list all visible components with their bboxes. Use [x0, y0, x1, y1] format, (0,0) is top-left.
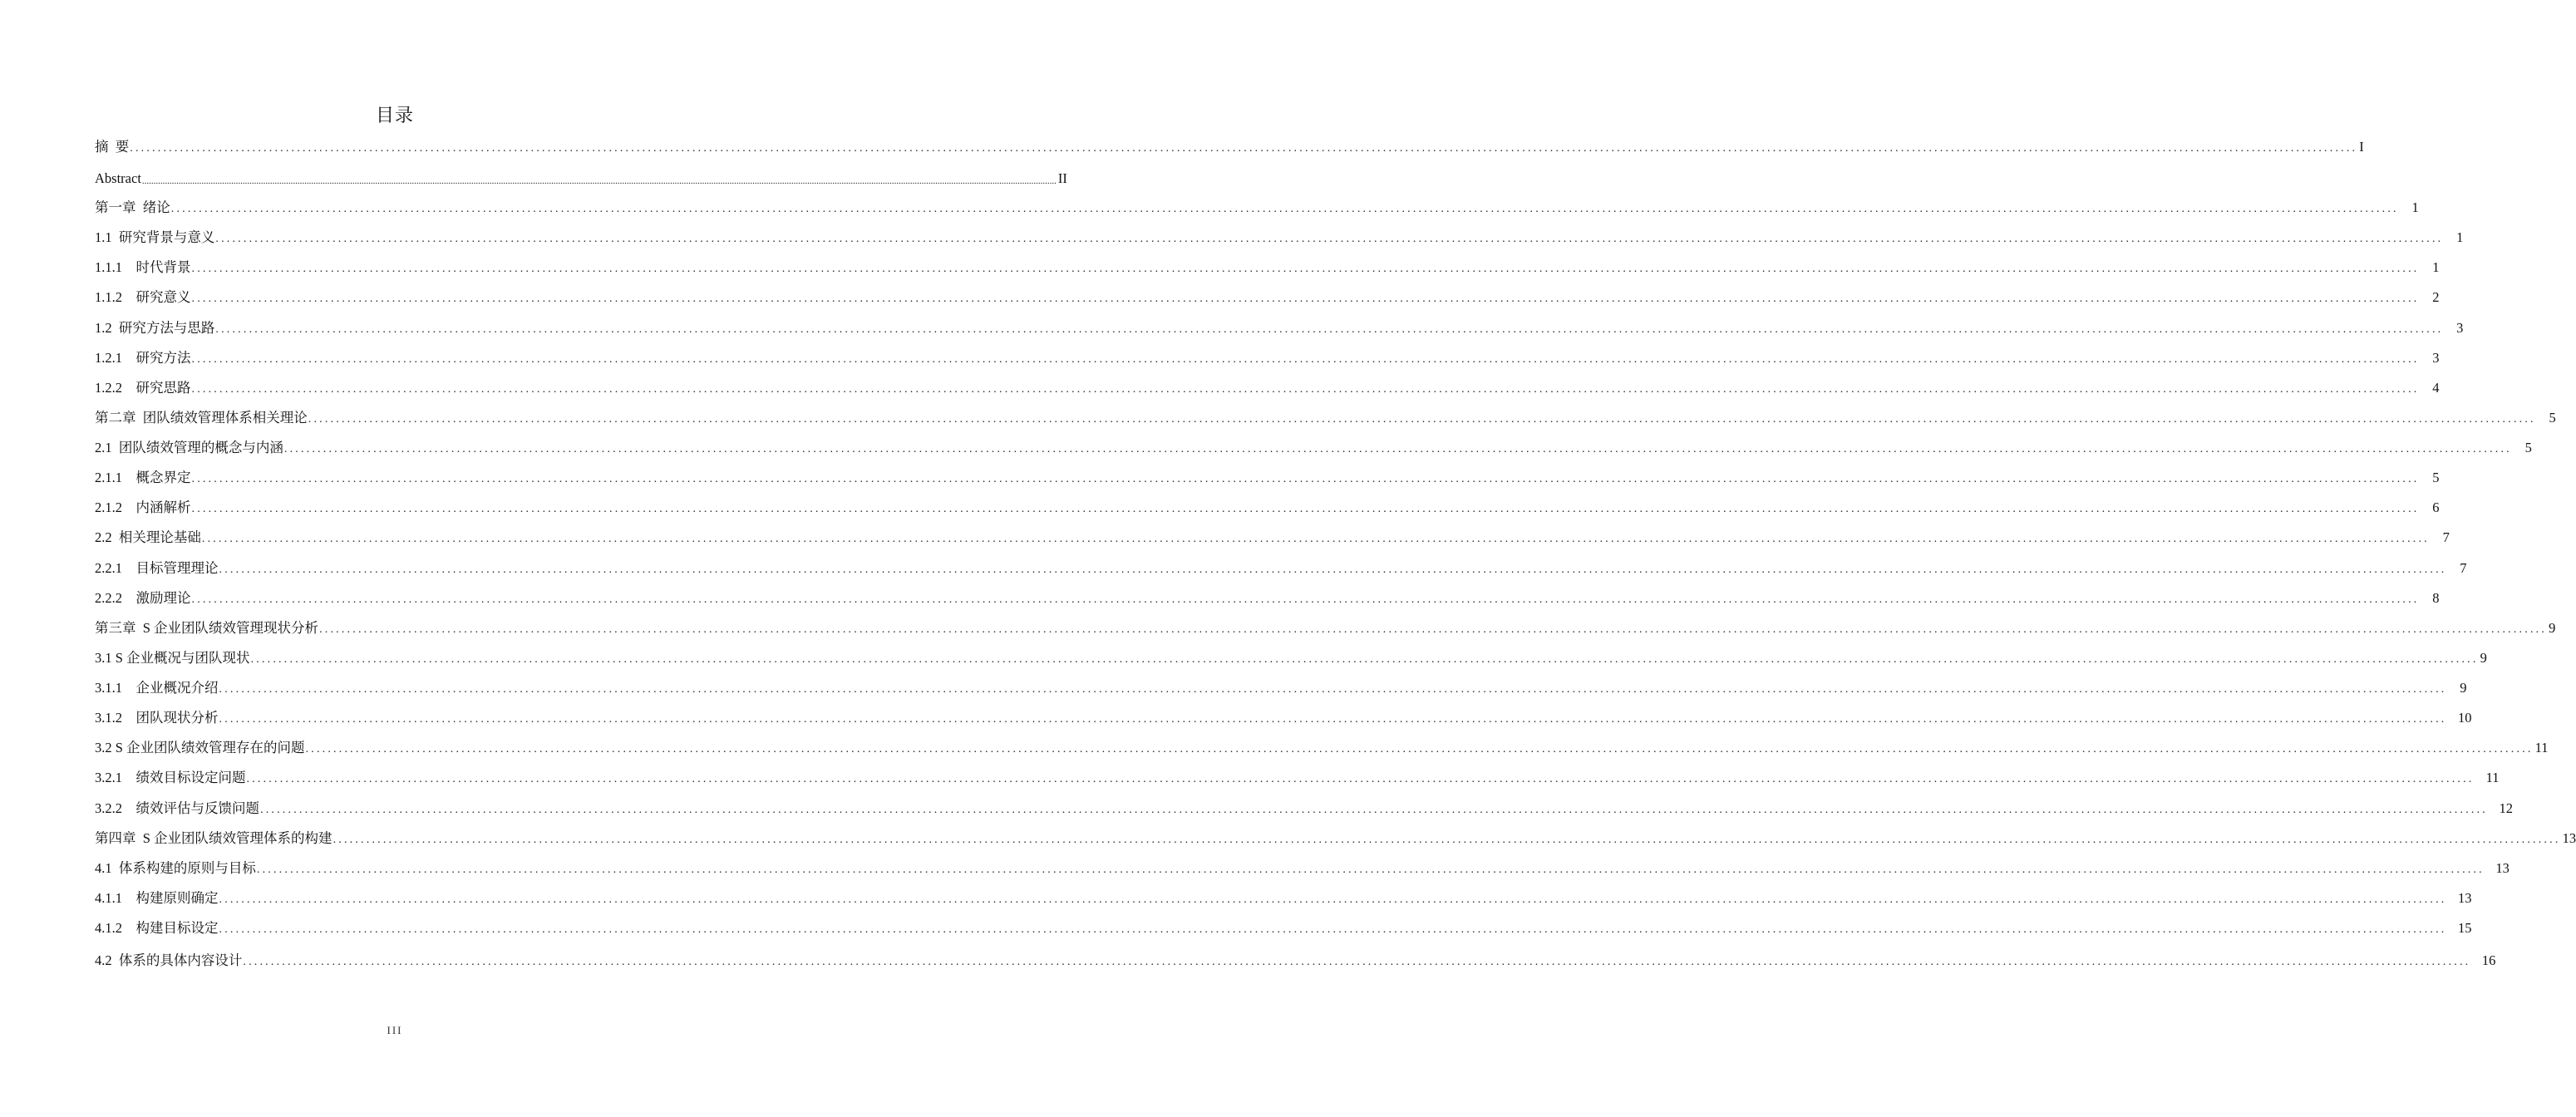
toc-entry-page-number: I — [2359, 139, 2364, 155]
toc-entry-page-number: 5 — [2432, 470, 2440, 485]
toc-entry-label: 3.1 S 企业概况与团队现状 — [95, 650, 250, 666]
toc-entry[interactable] — [95, 888, 2472, 908]
dot-leader: ................................................................................................................................................................................................................................................................................................................................................................................................................ — [191, 473, 2420, 485]
toc-entry-page-number: 3 — [2432, 350, 2440, 366]
toc-entry[interactable] — [95, 951, 2496, 971]
dot-leader: ................................................................................................................................................................................................................................................................................................................................................................................................................ — [191, 503, 2420, 515]
toc-entry-page-number: 5 — [2524, 440, 2532, 455]
toc-entry-label: 1.2.1 研究方法 — [95, 350, 191, 366]
toc-entry-page-number: 1 — [2456, 229, 2464, 245]
toc-entry-page-number: 6 — [2432, 499, 2440, 515]
toc-entry-label: 1.1.1 时代背景 — [95, 259, 191, 275]
toc-entry-label: 3.2.1 绩效目标设定问题 — [95, 770, 246, 785]
toc-entry[interactable] — [95, 799, 2513, 819]
toc-entry-label: 2.2 相关理论基础 — [95, 529, 201, 545]
dot-leader: ................................................................................................................................................................................................................................................................................................................................................................................................................ — [215, 233, 2444, 245]
toc-entry[interactable] — [95, 348, 2440, 368]
toc-entry-label: Abstract — [95, 170, 141, 186]
toc-entry-page-number: 8 — [2432, 590, 2440, 606]
toc-entry[interactable] — [95, 408, 2556, 428]
toc-entry[interactable] — [95, 829, 2576, 849]
toc-entry-page-number: 9 — [2549, 620, 2556, 636]
toc-entry-label: 第三章 S 企业团队绩效管理现状分析 — [95, 620, 319, 636]
dot-leader: ................................................................................................................................................................................................................................................................................................................................................................................................................ — [219, 893, 2447, 906]
toc-entry-page-number: 1 — [2432, 259, 2440, 275]
toc-entry-label: 1.1.2 研究意义 — [95, 289, 191, 305]
toc-entry[interactable] — [95, 768, 2500, 788]
toc-entry-label: 第一章 绪论 — [95, 199, 170, 215]
dot-leader: ................................................................................................................................................................................................................................................................................................................................................................................................................ — [191, 293, 2420, 305]
dot-leader: ................................................................................................................................................................................................................................................................................................................................................................................................................ — [201, 533, 2430, 545]
dot-leader: ................................................................................................................................................................................................................................................................................................................................................................................................................ — [243, 956, 2471, 968]
dot-leader: ................................................................................................................................................................................................................................................................................................................................................................................................................ — [170, 203, 2399, 215]
dot-leader: ................................................................................................................................................................................................................................................................................................................................................................................................................ — [130, 142, 2358, 155]
dot-leader: ................................................................................................................................................................................................................................................................................................................................................................................................................ — [250, 653, 2479, 666]
toc-entry-label: 1.2.2 研究思路 — [95, 380, 191, 396]
toc-entry-label: 2.2.1 目标管理理论 — [95, 560, 219, 576]
dot-leader: ................................................................................................................................................................................................................................................................................................................................................................................................................ — [305, 743, 2534, 755]
toc-entry-page-number: 12 — [2499, 800, 2513, 816]
toc-entry-page-number: 2 — [2432, 289, 2440, 305]
page-number-footer: III — [387, 1024, 403, 1036]
toc-entry-label: 摘 要 — [95, 139, 130, 155]
toc-entry[interactable] — [95, 918, 2472, 938]
toc-entry-label: 2.1.2 内涵解析 — [95, 499, 191, 515]
toc-entry[interactable] — [95, 169, 1067, 189]
toc-entry-label: 4.1 体系构建的原则与目标 — [95, 860, 256, 876]
dot-leader: ................................................................................................................................................................................................................................................................................................................................................................................................................ — [191, 353, 2420, 366]
toc-entry[interactable] — [95, 258, 2440, 278]
dot-leader: ................................................................................................................................................................................................................................................................................................................................................................................................................ — [191, 263, 2420, 275]
toc-entry-label: 3.2.2 绩效评估与反馈问题 — [95, 800, 259, 816]
toc-entry-label: 2.1 团队绩效管理的概念与内涵 — [95, 440, 283, 455]
toc-title: 目录 — [375, 106, 414, 126]
toc-entry-page-number: II — [1057, 170, 1067, 186]
toc-entry-page-number: 7 — [2460, 560, 2467, 576]
toc-entry[interactable] — [95, 528, 2450, 548]
toc-entry[interactable] — [95, 678, 2467, 698]
toc-entry[interactable] — [95, 378, 2440, 398]
dot-leader: ................................................................................................................................................................................................................................................................................................................................................................................................................ — [219, 563, 2447, 576]
toc-entry[interactable] — [95, 468, 2440, 488]
dot-leader: ................................................................................................................................................................................................................................................................................................................................................................................................................ — [308, 413, 2536, 426]
toc-entry-page-number: 3 — [2456, 320, 2464, 336]
toc-entry[interactable] — [95, 708, 2472, 728]
toc-entry-page-number: 5 — [2549, 410, 2556, 426]
toc-entry-page-number: 11 — [2485, 770, 2500, 785]
toc-entry-label: 1.1 研究背景与意义 — [95, 229, 215, 245]
toc-entry[interactable] — [95, 438, 2532, 458]
dot-leader: ................................................................................................................................................................................................................................................................................................................................................................................................................ — [256, 864, 2485, 876]
dot-leader: ................................................................................................................................................................................................................................................................................................................................................................................................................ — [219, 713, 2447, 726]
toc-entry[interactable] — [95, 228, 2464, 248]
toc-entry-page-number: 13 — [2458, 890, 2472, 906]
toc-entry-page-number: 7 — [2442, 529, 2450, 545]
toc-entry-label: 4.2 体系的具体内容设计 — [95, 952, 243, 968]
toc-entry-label: 3.1.1 企业概况介绍 — [95, 680, 219, 696]
toc-entry-label: 1.2 研究方法与思路 — [95, 320, 215, 336]
dot-leader: ................................................................................................................................................................................................................................................................................................................................................................................................................ — [219, 923, 2447, 936]
dot-leader: ................................................................................................................................................................................................................................................................................................................................................................................................................ — [246, 773, 2475, 785]
toc-entry-label: 3.1.2 团队现状分析 — [95, 710, 219, 726]
toc-entry-label: 4.1.2 构建目标设定 — [95, 920, 219, 936]
toc-entry[interactable] — [95, 588, 2440, 608]
toc-entry[interactable] — [95, 198, 2419, 218]
toc-entry-page-number: 9 — [2480, 650, 2487, 666]
toc-entry-label: 2.2.2 激励理论 — [95, 590, 191, 606]
toc-entry[interactable] — [95, 498, 2440, 518]
dot-leader: ................................................................................................................................................................................................................................................................................................................................................................................................................ — [219, 683, 2447, 696]
dot-leader: ................................................................................................................................................................................................................................................................................................................................................................................................................ — [332, 834, 2561, 846]
toc-entry[interactable] — [95, 288, 2440, 308]
toc-entry[interactable] — [95, 137, 2364, 157]
toc-entry[interactable] — [95, 859, 2510, 878]
toc-entry[interactable] — [95, 558, 2467, 578]
toc-entry-page-number: 16 — [2481, 952, 2496, 968]
toc-entry-page-number: 11 — [2534, 740, 2549, 755]
toc-entry-page-number: 13 — [2562, 830, 2576, 846]
toc-entry-page-number: 4 — [2432, 380, 2440, 396]
toc-entry-page-number: 13 — [2495, 860, 2510, 876]
toc-entry-label: 4.1.1 构建原则确定 — [95, 890, 219, 906]
toc-entry[interactable] — [95, 318, 2464, 338]
dot-leader: ................................................................................................................................................................................................................................................................................................................................................................................................................ — [191, 593, 2420, 606]
toc-entry[interactable] — [95, 648, 2487, 668]
toc-entry-page-number: 10 — [2458, 710, 2472, 726]
toc-entry-label: 第二章 团队绩效管理体系相关理论 — [95, 410, 308, 426]
toc-entry[interactable] — [95, 738, 2549, 758]
dot-leader: ................................................................................................................................................................................................................................................................................................................................................................................................................ — [319, 623, 2548, 636]
toc-entry-page-number: 9 — [2460, 680, 2467, 696]
dot-leader: ................................................................................................................................................................................................................................................................................................................................................................................................................ — [141, 176, 1057, 186]
toc-entry-label: 第四章 S 企业团队绩效管理体系的构建 — [95, 830, 332, 846]
toc-entry-page-number: 15 — [2458, 920, 2472, 936]
dot-leader: ................................................................................................................................................................................................................................................................................................................................................................................................................ — [283, 443, 2512, 455]
toc-entry[interactable] — [95, 618, 2556, 638]
dot-leader: ................................................................................................................................................................................................................................................................................................................................................................................................................ — [191, 383, 2420, 396]
toc-entry-page-number: 1 — [2411, 199, 2419, 215]
toc-entry-label: 3.2 S 企业团队绩效管理存在的问题 — [95, 740, 305, 755]
dot-leader: ................................................................................................................................................................................................................................................................................................................................................................................................................ — [215, 323, 2444, 336]
toc-entry-label: 2.1.1 概念界定 — [95, 470, 191, 485]
dot-leader: ................................................................................................................................................................................................................................................................................................................................................................................................................ — [260, 804, 2488, 816]
